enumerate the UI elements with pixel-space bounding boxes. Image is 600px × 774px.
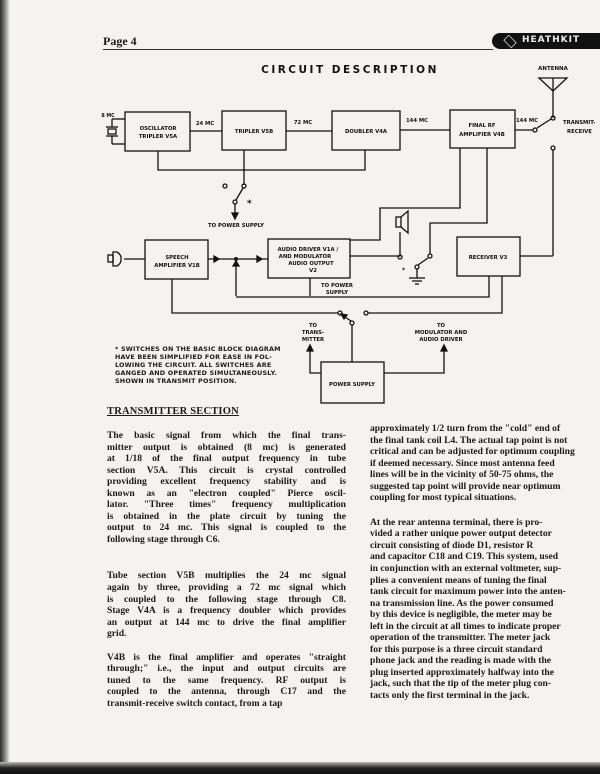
speech-label-2: AMPLIFIER V1B: [154, 263, 200, 269]
to-modulator-label-2: MODULATOR AND: [414, 330, 468, 336]
text-line: tank circuit for maximum power into the anten-: [370, 586, 566, 598]
audio-driver-label-4: V2: [309, 268, 317, 274]
diagram-footnote: [115, 345, 281, 385]
text-line: plug inserted approximately halfway into the: [370, 666, 554, 678]
footnote-line: HAVE BEEN SIMPLIFIED FOR EASE IN FOL-: [115, 353, 273, 361]
text-line: is coupled to the following stage through C8.: [107, 593, 346, 605]
logo-text: HEATHKIT: [522, 35, 581, 45]
text-line: lator. "Three times" frequency multiplication: [107, 499, 346, 511]
text-line: following stage through C6.: [107, 533, 220, 545]
text-line: mitter output is obtained (8 mc) is generated: [107, 441, 346, 453]
text-line: tacts only the first terminal in the jack.: [370, 690, 530, 702]
footnote-line: * SWITCHES ON THE BASIC BLOCK DIAGRAM: [115, 345, 281, 353]
speaker-icon: [396, 211, 408, 233]
text-line: vided a rather unique power output detector: [370, 528, 552, 540]
section-heading: TRANSMITTER SECTION: [107, 406, 239, 417]
right-column: [370, 423, 598, 702]
text-line: known as an "electron coupled" Pierce oscil-: [107, 487, 346, 499]
power-supply-label: POWER SUPPLY: [328, 382, 376, 388]
footnote-line: LOWING THE CIRCUIT. ALL SWITCHES ARE: [115, 361, 272, 369]
microphone-icon: [108, 252, 121, 266]
text-line: by this device is negligible, the meter may be: [370, 609, 552, 621]
doubler-label: DOUBLER V4A: [344, 129, 388, 135]
scan-bottom-edge: [0, 762, 600, 774]
footnote-line: GANGED AND OPERATED SIMULTANEOUSLY.: [115, 369, 277, 377]
freq-144mc-b: 144 MC: [515, 118, 539, 124]
left-column: [107, 430, 346, 709]
transmit-receive-label: TRANSMIT-: [563, 120, 596, 126]
audio-driver-label-2: AND MODULATOR: [278, 254, 332, 260]
text-line: output to 24 mc. This signal is coupled to the: [107, 522, 346, 534]
to-power-label: TO POWER: [321, 283, 353, 289]
ground-switch-asterisk: *: [402, 267, 406, 274]
text-line: for this purpose is a three circuit standard: [370, 643, 543, 655]
text-line: The basic signal from which the final trans-: [107, 430, 346, 441]
receiver-label: RECEIVER V3: [468, 255, 508, 261]
to-power-label-2: SUPPLY: [325, 290, 349, 296]
text-line: phone jack and the reading is made with the: [370, 655, 552, 667]
ground-icon: [409, 278, 425, 284]
text-line: is obtained in the plate circuit by tuning the: [107, 510, 346, 522]
text-line: transmit-receive switch contact, from a tap: [107, 697, 283, 709]
text-line: At the rear antenna terminal, there is pro-: [370, 516, 543, 528]
paragraph: [107, 430, 346, 545]
to-modulator-label-3: AUDIO DRIVER: [419, 337, 463, 343]
paragraph: [370, 517, 598, 702]
text-line: jack, such that the tip of the meter plug con-: [370, 678, 552, 690]
speech-label: SPEECH: [165, 255, 189, 261]
antenna-icon: [539, 78, 567, 118]
text-line: an output at 144 mc to drive the final amplifier: [107, 616, 346, 628]
freq-8mc: 8 MC: [101, 114, 115, 119]
text-line: V4B is the final amplifier and operates "straight: [107, 651, 346, 663]
text-line: in conjunction with an external voltmeter, sup-: [370, 563, 562, 575]
text-line: operation of the transmitter. The meter jack: [370, 632, 551, 644]
paragraph: [107, 652, 346, 710]
text-line: Tube section V5B multiplies the 24 mc signal: [107, 570, 346, 582]
text-line: if deemed necessary. Since most antenna feed: [370, 457, 555, 469]
freq-24mc: 24 MC: [195, 121, 215, 127]
text-line: coupling for most typical situations.: [370, 492, 517, 504]
text-line: approximately 1/2 turn from the "cold" end of: [370, 423, 561, 434]
tr-switch-contact: [533, 128, 537, 132]
text-line: at 1/18 of the final output frequency in tube: [107, 453, 346, 465]
final-rf-label: FINAL RF: [468, 123, 496, 129]
freq-144mc-a: 144 MC: [405, 118, 429, 124]
switch-asterisk: *: [247, 199, 252, 209]
paragraph: [370, 423, 598, 504]
audio-driver-label-3: AUDIO OUTPUT: [288, 261, 334, 267]
text-line: critical and can be adjusted for optimum coupling: [370, 446, 575, 458]
text-line: circuit consisting of diode D1, resistor R: [370, 539, 534, 551]
text-line: again by three, providing a 72 mc signal which: [107, 582, 346, 594]
text-line: coupled to the antenna, through C17 and the: [107, 686, 346, 698]
text-line: lines will be in the vicinity of 50-75 ohms, the: [370, 469, 554, 481]
paragraph: [107, 570, 346, 639]
text-line: through;" i.e., the input and output circuits are: [107, 663, 346, 675]
to-transmitter-label-3: MITTER: [301, 337, 325, 343]
audio-driver-label: AUDIO DRIVER V1A /: [277, 247, 339, 253]
final-rf-block: [450, 110, 515, 148]
footnote-line: SHOWN IN TRANSMIT POSITION.: [115, 377, 237, 385]
freq-72mc: 72 MC: [293, 120, 313, 126]
text-line: na transmission line. As the power consumed: [370, 597, 554, 609]
to-modulator-label: TO: [436, 323, 446, 329]
oscillator-label-2: TRIPLER V5A: [138, 134, 178, 140]
diagram-title: CIRCUIT DESCRIPTION: [261, 64, 439, 76]
text-line: suggested tap point will provide near optimum: [370, 480, 561, 492]
text-line: plies a convenient means of tuning the final: [370, 574, 547, 586]
to-transmitter-label: TO: [308, 323, 318, 329]
to-transmitter-label-2: TRANS-: [301, 330, 325, 336]
text-line: providing excellent frequency stability and is: [107, 476, 346, 488]
text-line: grid.: [107, 628, 127, 640]
transmit-receive-label-2: RECEIVE: [567, 129, 592, 135]
to-power-supply-label: TO POWER SUPPLY: [208, 223, 264, 229]
text-line: and capacitor C18 and C19. This system, used: [370, 551, 559, 563]
tripler-label: TRIPLER V5B: [234, 129, 274, 135]
text-line: Stage V4A is a frequency doubler which provides: [107, 605, 346, 617]
antenna-label: ANTENNA: [538, 66, 568, 72]
final-rf-label-2: AMPLIFIER V4B: [459, 132, 505, 138]
crystal-icon: [106, 119, 125, 144]
text-line: left in the circuit at all times to indicate proper: [370, 620, 561, 632]
text-line: section V5A. This circuit is crystal controlled: [107, 464, 346, 476]
text-line: tuned to the same frequency. RF output is: [107, 674, 346, 686]
page-number: Page 4: [103, 34, 137, 48]
oscillator-label: OSCILLATOR: [139, 126, 177, 132]
text-line: the final tank coil L4. The actual tap point is not: [370, 434, 568, 446]
